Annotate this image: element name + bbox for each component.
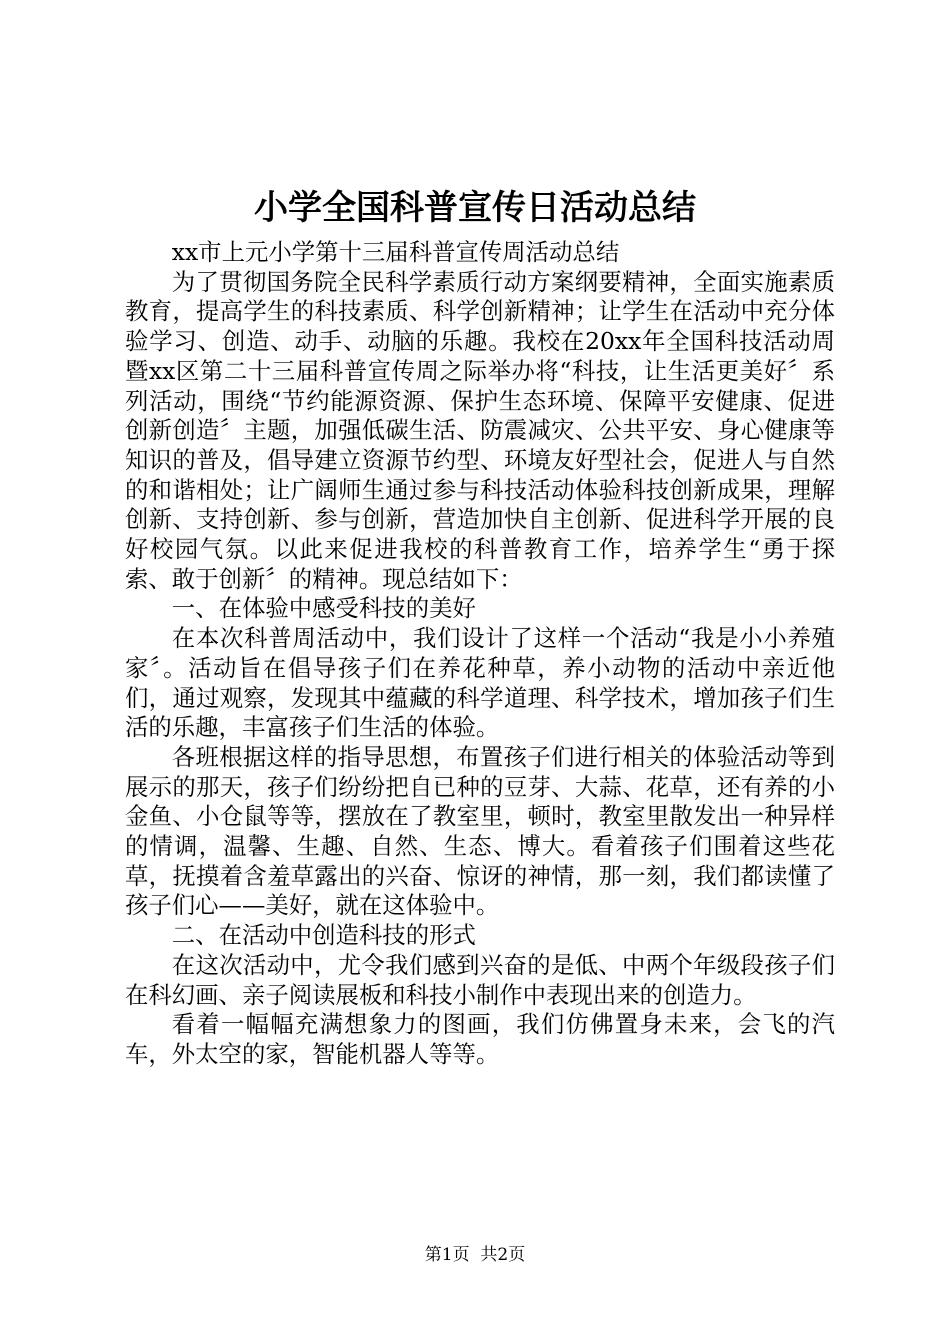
paragraph-section-1b: 各班根据这样的指导思想，布置孩子们进行相关的体验活动等到展示的那天，孩子们纷纷把自已种的豆芽、大蒜、花草，还有养的小金鱼、小仓鼠等等，摆放在了教室里，顿时，教室里散发出一种异样的情调，温馨、生趣、自然、生态、博大。看着孩子们围着这些花草，抚摸着含羞草露出的兴奋、惊讶的神情，那一刻，我们都读懂了孩子们心——美好，就在这体验中。 <box>125 742 835 920</box>
paragraph-section-1a: 在本次科普周活动中，我们设计了这样一个活动“我是小小养殖家〞。活动旨在倡导孩子们在养花种草，养小动物的活动中亲近他们，通过观察，发现其中蕴藏的科学道理、科学技术，增加孩子们生活的乐趣，丰富孩子们生活的体验。 <box>125 624 835 742</box>
paragraph-section-2b: 看着一幅幅充满想象力的图画，我们仿佛置身未来，会飞的汽车，外太空的家，智能机器人等等。 <box>125 1010 835 1068</box>
document-title: 小学全国科普宣传日活动总结 <box>254 188 696 228</box>
section-heading-1: 一、在体验中感受科技的美好 <box>171 594 476 623</box>
section-heading-2: 二、在活动中创造科技的形式 <box>171 921 476 950</box>
paragraph-section-2a: 在这次活动中，尤令我们感到兴奋的是低、中两个年级段孩子们在科幻画、亲子阅读展板和科技小制作中表现出来的创造力。 <box>125 950 835 1009</box>
page-number: 第1页 共2页 <box>424 1245 526 1265</box>
paragraph-intro: 为了贯彻国务院全民科学素质行动方案纲要精神，全面实施素质教育，提高学生的科技素质、科学创新精神；让学生在活动中充分体验学习、创造、动手、动脑的乐趣。我校在20xx年全国科技活动周暨xx区第二十三届科普宣传周之际举办将“科技，让生活更美好〞系列活动，围绕“节约能源资源、保护生态环境、保障平安健康、促进创新创造〞主题，加强低碳生活、防震减灾、公共平安、身心健康等知识的普及，倡导建立资源节约型、环境友好型社会，促进人与自然的和谐相处；让广阔师生通过参与科技活动体验科技创新成果，理解创新、支持创新、参与创新，营造加快自主创新、促进科学开展的良好校园气氛。以此来促进我校的科普教育工作，培养学生“勇于探索、敢于创新〞的精神。现总结如下： <box>125 267 835 593</box>
document-body <box>125 238 835 1070</box>
page-footer <box>0 1243 950 1267</box>
paragraph-subtitle: xx市上元小学第十三届科普宣传周活动总结 <box>171 238 620 266</box>
